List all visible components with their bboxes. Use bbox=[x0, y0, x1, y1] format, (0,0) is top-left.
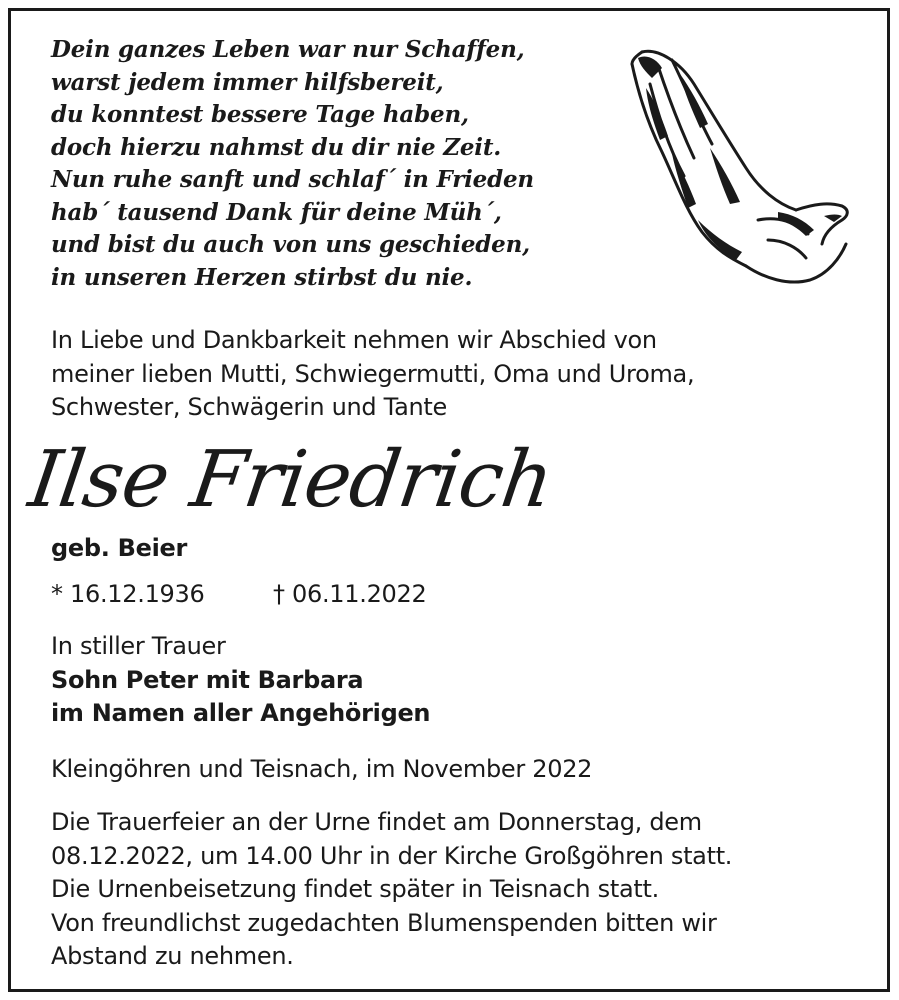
poem-line: und bist du auch von uns geschieden, bbox=[51, 231, 530, 258]
praying-hands-icon bbox=[628, 44, 850, 290]
poem-line: Dein ganzes Leben war nur Schaffen, bbox=[51, 36, 525, 63]
poem-line: du konntest bessere Tage haben, bbox=[51, 101, 469, 128]
poem-line: warst jedem immer hilfsbereit, bbox=[51, 68, 444, 96]
intro-line: Schwester, Schwägerin und Tante bbox=[51, 393, 447, 421]
poem-line: Nun ruhe sanft und schlaf´ in Frieden bbox=[51, 166, 534, 193]
notice-line: Von freundlichst zugedachten Blumenspenden bitten wir bbox=[51, 908, 717, 937]
deceased-name: Ilse Friedrich bbox=[23, 435, 558, 525]
intro-text bbox=[51, 324, 694, 425]
death-date: † 06.11.2022 bbox=[273, 580, 427, 608]
mourner-line: Sohn Peter mit Barbara bbox=[51, 665, 364, 694]
ceremony-notice bbox=[51, 806, 732, 974]
birth-name: geb. Beier bbox=[51, 534, 188, 562]
poem bbox=[51, 34, 534, 294]
mourner-line: im Namen aller Angehörigen bbox=[51, 699, 431, 727]
notice-line: Abstand zu nehmen. bbox=[51, 942, 294, 970]
place-date: Kleingöhren und Teisnach, im November 2022 bbox=[51, 755, 593, 783]
notice-line: 08.12.2022, um 14.00 Uhr in der Kirche Großgöhren statt. bbox=[51, 841, 733, 870]
intro-line: meiner lieben Mutti, Schwiegermutti, Oma und Uroma, bbox=[51, 359, 695, 388]
poem-line: in unseren Herzen stirbst du nie. bbox=[51, 263, 473, 291]
intro-line: In Liebe und Dankbarkeit nehmen wir Abschied von bbox=[51, 326, 657, 354]
poem-line: doch hierzu nahmst du dir nie Zeit. bbox=[51, 133, 502, 161]
mourners-block bbox=[51, 630, 430, 731]
notice-line: Die Urnenbeisetzung findet später in Teisnach statt. bbox=[51, 875, 659, 903]
mourners-intro: In stiller Trauer bbox=[51, 632, 226, 660]
poem-line: hab´ tausend Dank für deine Müh´, bbox=[51, 198, 502, 226]
birth-date: * 16.12.1936 bbox=[51, 580, 205, 608]
notice-line: Die Trauerfeier an der Urne findet am Donnerstag, dem bbox=[51, 808, 702, 836]
